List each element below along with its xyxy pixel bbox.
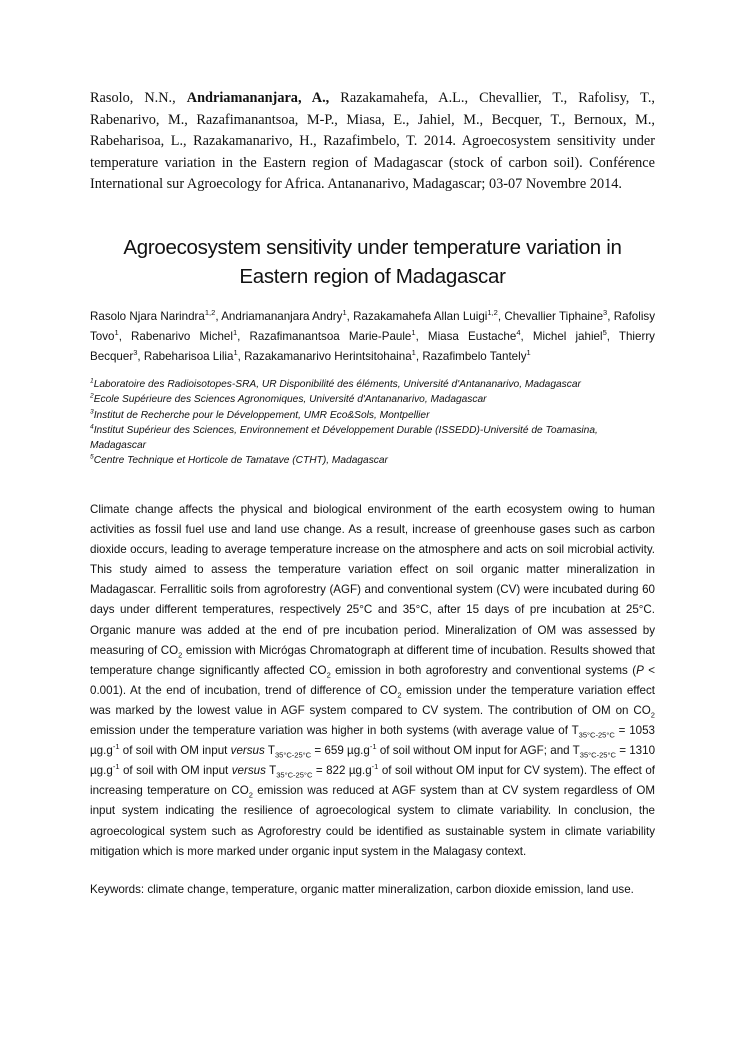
affiliation-item (90, 453, 655, 468)
author-separator: , (237, 330, 250, 343)
author-list (90, 307, 655, 367)
affiliation-item (90, 392, 655, 407)
keywords: Keywords: climate change, temperature, organic matter mineralization, carbon dioxide emission, land use. (90, 883, 634, 896)
affiliation-item (90, 423, 655, 454)
author-name: Rabenarivo Michel (131, 330, 233, 343)
subscript: 35°C-25°C (276, 770, 313, 780)
author-name: Rasolo Njara Narindra (90, 310, 205, 323)
abstract-text: of soil with OM input (119, 744, 231, 758)
versus-italic: versus (231, 764, 266, 778)
author-affiliation-number: 4 (516, 328, 521, 338)
subscript: 35°C-25°C (579, 750, 616, 760)
affiliation-list (90, 377, 655, 469)
subscript: 2 (248, 790, 253, 800)
abstract-text: = 659 µg.g (311, 744, 370, 758)
abstract-text: T (265, 764, 277, 778)
author-name: Michel jahiel (532, 330, 603, 343)
abstract-text: of soil without OM input for AGF; and T (376, 744, 580, 758)
author-name: Razakamahefa Allan Luigi (353, 310, 488, 323)
author-separator: , (606, 330, 619, 343)
author-affiliation-number: 1 (526, 348, 531, 358)
author-affiliation-number: 1 (342, 308, 347, 318)
affiliation-text: Laboratoire des Radioisotopes-SRA, UR Disponibilité des éléments, Université d'Antananarivo, Madagascar (93, 379, 581, 390)
author-separator: , (415, 350, 423, 363)
author-affiliation-number: 1 (232, 328, 238, 338)
abstract-text: of soil with OM input (119, 764, 232, 778)
subscript: 2 (650, 710, 655, 720)
author-name: Miasa Eustache (427, 330, 517, 343)
author-separator: , (215, 310, 222, 323)
citation-rest: Razakamahefa, A.L., Chevallier, T., Rafolisy, T., Rabenarivo, M., Razafimanantsoa, M-P., Miasa, E., Jahiel, M., Becquer, T., Bernoux, M., Rabeharisoa, L., Razakamanarivo, H., Razafimbelo, T. 2014. Agroecosystem sensitivity under temperature variation in the Eastern region of Madagascar (stock of carbon soil). Conférence International sur Agroecology for Africa. Antananarivo, Madagascar; 03-07 Novembre 2014. (90, 90, 655, 193)
affiliation-item (90, 377, 655, 392)
affiliation-number: 5 (90, 454, 94, 462)
author-name: Rafolisy Tovo (90, 310, 655, 343)
reference-citation (90, 88, 655, 196)
superscript: -1 (112, 742, 120, 752)
abstract-text: of soil without OM input for CV system). The effect of increasing temperature on CO (90, 764, 655, 798)
author-affiliation-number: 1,2 (487, 308, 498, 318)
author-affiliation-number: 1 (114, 328, 119, 338)
subscript: 35°C-25°C (274, 750, 312, 760)
citation-first-author: Rasolo, N.N., (90, 90, 187, 106)
affiliation-text: Centre Technique et Horticole de Tamatave (CTHT), Madagascar (93, 455, 388, 467)
author-name: Razafimbelo Tantely (422, 350, 527, 363)
author-separator: , (118, 330, 132, 343)
superscript: -1 (112, 762, 120, 772)
affiliation-text: Institut de Recherche pour le Développement, UMR Eco&Sols, Montpellier (93, 409, 430, 421)
author-name: Razafimanantsoa Marie-Paule (249, 330, 412, 343)
affiliation-text: Institut Supérieur des Sciences, Environnement et Développement Durable (ISSEDD)-Université de Toamasina, Madagascar (90, 424, 598, 452)
author-affiliation-number: 3 (133, 348, 138, 358)
abstract-text: = 1053 µg.g (90, 724, 655, 758)
subscript: 2 (178, 649, 183, 659)
subscript: 2 (326, 670, 331, 680)
author-affiliation-number: 1 (411, 348, 416, 358)
abstract-text: < 0.001). At the end of incubation, trend of difference of CO (90, 663, 655, 697)
author-affiliation-number: 1 (411, 328, 416, 338)
author-separator: , (607, 310, 614, 323)
abstract-text: = 822 µg.g (312, 764, 372, 778)
affiliation-number: 1 (90, 377, 94, 385)
abstract-text: emission in both agroforestry and conventional systems ( (330, 663, 637, 677)
author-name: Rabeharisoa Lilia (143, 350, 234, 363)
author-name: Chevallier Tiphaine (504, 310, 604, 323)
author-separator: , (520, 330, 533, 343)
citation-bold-author: Andriamananjara, A., (186, 90, 330, 106)
title-line-1: Agroecosystem sensitivity under temperature variation in (123, 236, 622, 259)
author-separator: , (237, 350, 245, 363)
subscript: 35°C-25°C (578, 730, 615, 740)
author-affiliation-number: 5 (602, 328, 607, 338)
subscript: 2 (397, 690, 402, 700)
author-separator: , (137, 350, 144, 363)
affiliation-number: 4 (90, 423, 94, 431)
p-value-symbol: P (636, 663, 644, 677)
author-separator: , (346, 310, 354, 323)
abstract-text: emission was reduced at AGF system than at CV system regardless of OM input system indicating the resilience of agroecological system to climate variability. In conclusion, the agroecological system such as Agroforestry could be identified as sustainable system in climate variability mitigation which is more marked under organic input system in the Malagasy context. (90, 784, 655, 858)
author-name: Andriamananjara Andry (221, 310, 343, 323)
author-affiliation-number: 3 (603, 308, 608, 318)
versus-italic: versus (230, 744, 265, 758)
abstract-text: emission with Micrógas Chromatograph at different time of incubation. Results showed that temperature change significantly affected CO (90, 643, 655, 677)
author-separator: , (497, 310, 505, 323)
paper-title (80, 233, 665, 291)
affiliation-number: 2 (90, 392, 94, 400)
abstract-text: = 1310 µg.g (90, 744, 656, 778)
abstract-paragraph (90, 500, 655, 862)
affiliation-item (90, 408, 655, 423)
title-line-2: Eastern region of Madagascar (239, 265, 506, 288)
abstract-text: T (264, 744, 275, 758)
abstract-text: emission under the temperature variation effect was marked by the lowest value in AGF system compared to CV system. The contribution of OM on CO (90, 683, 656, 717)
superscript: -1 (369, 742, 377, 752)
author-affiliation-number: 1 (233, 348, 238, 358)
author-affiliation-number: 1,2 (204, 308, 216, 318)
abstract-text: Climate change affects the physical and biological environment of the earth ecosystem owing to human activities as fossil fuel use and land use change. As a result, increase of greenhouse gases such as carbon dioxide occurs, leading to average temperature increase on the atmosphere and acts on soil microbial activity. This study aimed to assess the temperature variation effect on soil organic matter mineralization in Madagascar. Ferrallitic soils from agroforestry (AGF) and conventional system (CV) were incubated during 60 days under different temperatures, respectively 25°C and 35°C, after 15 days of pre incubation at 25°C. Organic manure was added at the end of pre incubation period. Mineralization of OM was assessed by measuring of CO (90, 503, 655, 657)
affiliation-number: 3 (90, 408, 94, 416)
author-name: Razakamanarivo Herintsitohaina (244, 350, 412, 363)
affiliation-text: Ecole Supérieure des Sciences Agronomiques, Université d'Antananarivo, Madagascar (93, 394, 487, 406)
abstract-text: emission under the temperature variation was higher in both systems (with average value of T (90, 724, 579, 738)
author-separator: , (415, 330, 428, 343)
author-name: Thierry Becquer (90, 330, 655, 363)
superscript: -1 (371, 762, 379, 772)
